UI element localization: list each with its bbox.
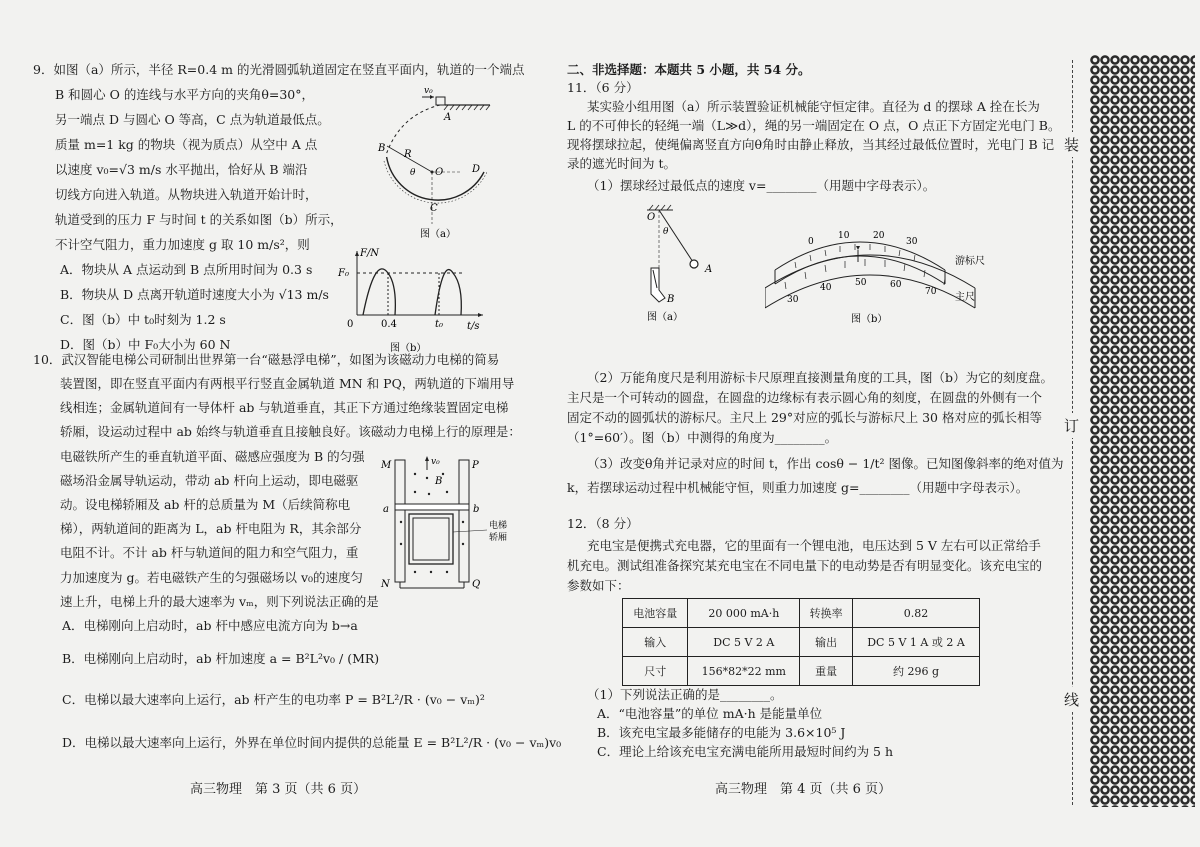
figure-caption: 图（b） — [390, 343, 427, 354]
fig-label: C — [430, 203, 438, 214]
fig-label: 电梯 — [489, 521, 508, 531]
q9-line: 轨道受到的压力 F 与时间 t 的关系如图（b）所示， — [55, 212, 343, 227]
q10-option-a: A．电梯刚向上启动时，ab 杆中感应电流方向为 b→a — [62, 618, 358, 633]
main-label: 主尺 — [955, 292, 975, 303]
main-tick: 40 — [820, 283, 832, 293]
q9-option-a: A．物块从 A 点运动到 B 点所用时间为 0.3 s — [60, 262, 313, 277]
q11-figure-a — [633, 198, 743, 323]
table-cell: 0.82 — [853, 599, 980, 628]
vernier-tick: 20 — [873, 231, 885, 241]
q9-option-c: C．图（b）中 t₀时刻为 1.2 s — [60, 312, 226, 327]
spec-table — [622, 598, 980, 686]
q11-line: 现将摆球拉起，使绳偏离竖直方向θ角时由静止释放，当其经过最低位置时，光电门 B 记 — [567, 137, 1055, 152]
q10-line: 电阻不计。不计 ab 杆与轨道间的阻力和空气阻力，重 — [60, 545, 359, 560]
q10-option-c: C．电梯以最大速率向上运行，ab 杆产生的电功率 P = B²L²/R · (v₀ − vₘ)² — [62, 692, 485, 707]
q9-line: 以速度 v₀=√3 m/s 水平抛出，恰好从 B 端沿 — [55, 162, 308, 177]
main-tick: 60 — [890, 280, 902, 290]
main-tick: 70 — [925, 287, 937, 297]
fig-b-ylabel: F/N — [360, 248, 380, 259]
q10-line: 速上升，电梯上升的最大速率为 vₘ，则下列说法正确的是 — [60, 594, 379, 609]
q12-line: 机充电。测试组准备探究某充电宝在不同电量下的电动势是否有明显变化。该充电宝的 — [567, 558, 1043, 573]
q10-option-b: B．电梯刚向上启动时，ab 杆加速度 a = B²L²v₀ / (MR) — [62, 651, 380, 666]
fig-label: A — [444, 112, 452, 123]
right-page — [565, 0, 1075, 847]
q9-figure-a — [360, 85, 520, 240]
q11-line: L 的不可伸长的轻绳一端（L≫d），绳的另一端固定在 O 点，O 点正下方固定光电门 B。 — [567, 118, 1061, 133]
page-footer-left: 高三物理 第 3 页（共 6 页） — [190, 782, 367, 797]
table-cell: 转换率 — [800, 599, 853, 628]
q10-figure — [377, 452, 527, 592]
fig-label: B — [667, 294, 675, 305]
fig-b-origin: 0 — [347, 319, 354, 330]
q12-option-c: C．理论上给该充电宝充满电能所用最短时间约为 5 h — [597, 744, 894, 759]
table-cell: 输入 — [623, 628, 688, 657]
vernier-label: 游标尺 — [955, 256, 985, 267]
section-title: 二、非选择题：本题共 5 小题，共 54 分。 — [567, 62, 811, 77]
table-cell: DC 5 V 1 A 或 2 A — [853, 628, 980, 657]
fig-label: a — [383, 504, 389, 515]
q12-option-b: B．该充电宝最多能储存的电能为 3.6×10⁵ J — [597, 725, 846, 740]
q9-option-d: D．图（b）中 F₀大小为 60 N — [60, 337, 231, 352]
table-row — [623, 599, 980, 628]
q10-line: 磁场沿金属导轨运动，带动 ab 杆向上运动，即电磁驱 — [60, 473, 359, 488]
fig-label: 轿厢 — [489, 533, 508, 543]
binding-label: 订 — [1064, 413, 1079, 438]
vernier-tick: 0 — [808, 237, 814, 247]
fig-b-xlabel: t/s — [467, 321, 480, 332]
q11-part2: 固定不动的圆弧状的游标尺。主尺上 29°对应的弧长与游标尺上 30 格对应的弧长相等 — [567, 410, 1042, 425]
vernier-tick: 10 — [838, 231, 850, 241]
main-tick: 50 — [855, 278, 867, 288]
q10-line: 装置图，即在竖直平面内有两根平行竖直金属轨道 MN 和 PQ，两轨道的下端用导 — [60, 376, 515, 391]
fig-label: b — [473, 504, 480, 515]
figure-caption: 图（b） — [851, 314, 888, 325]
q11-part2: （2）万能角度尺是利用游标卡尺原理直接测量角度的工具，图（b）为它的刻度盘。 — [587, 370, 1053, 385]
q9-line: 质量 m=1 kg 的物块（视为质点）从空中 A 点 — [55, 137, 318, 152]
fig-label: A — [705, 264, 713, 275]
fig-label: N — [381, 579, 390, 590]
table-row — [623, 657, 980, 686]
q10-line: 力加速度为 g。若电磁铁产生的匀强磁场以 v₀的速度匀 — [60, 570, 364, 585]
q11-part2: 主尺是一个可转动的圆盘，在圆盘的边缘标有表示圆心角的刻度，在圆盘的外侧有一个 — [567, 390, 1043, 405]
q10-line: 10．武汉智能电梯公司研制出世界第一台“磁悬浮电梯”，如图为该磁动力电梯的简易 — [33, 352, 500, 367]
fig-label: v₀ — [431, 457, 440, 467]
q10-line: 动。设电梯轿厢及 ab 杆的总质量为 M（后续简称电 — [60, 497, 351, 512]
fig-label: v₀ — [424, 86, 433, 96]
q11-part3: k，若摆球运动过程中机械能守恒，则重力加速度 g=________（用题中字母表示）。 — [567, 480, 1029, 495]
fig-b-tick: 0.4 — [381, 319, 397, 330]
q9-figure-b — [335, 245, 490, 360]
q9-option-b: B．物块从 D 点离开轨道时速度大小为 √13 m/s — [60, 287, 329, 302]
q9-line: 不计空气阻力，重力加速度 g 取 10 m/s²，则 — [55, 237, 310, 252]
page-footer-right: 高三物理 第 4 页（共 6 页） — [715, 782, 892, 797]
fig-label: Q — [472, 579, 481, 590]
main-tick: 30 — [787, 295, 799, 305]
binding-label: 装 — [1064, 132, 1079, 157]
table-cell: 尺寸 — [623, 657, 688, 686]
table-cell: 输出 — [800, 628, 853, 657]
q11-part2: （1°=60′）。图（b）中测得的角度为________。 — [567, 430, 838, 445]
fig-label: O — [435, 167, 444, 178]
binding-pattern — [1090, 55, 1195, 807]
fig-label: D — [472, 164, 481, 175]
q12-option-a: A．“电池容量”的单位 mA·h 是能量单位 — [597, 706, 823, 721]
q11-part3: （3）改变θ角并记录对应的时间 t，作出 cosθ − 1/t² 图像。已知图像斜率的绝对值为 — [587, 456, 1064, 471]
fig-label: O — [647, 212, 656, 223]
fig-label: R — [404, 149, 412, 160]
q10-option-d: D．电梯以最大速率向上运行，外界在单位时间内提供的总能量 E = B²L²/R · (v₀ − vₘ)v₀ — [62, 735, 562, 750]
fig-b-tick: t₀ — [435, 319, 444, 330]
fig-label: θ — [410, 168, 416, 178]
q12-header: 12．（8 分） — [567, 516, 639, 531]
fig-b-f0: F₀ — [338, 268, 349, 279]
fig-label: M — [381, 460, 392, 471]
q9-line: B 和圆心 O 的连线与水平方向的夹角θ=30°， — [55, 87, 315, 102]
figure-caption: 图（a） — [647, 312, 683, 323]
q11-line: 某实验小组用图（a）所示装置验证机械能守恒定律。直径为 d 的摆球 A 拴在长为 — [587, 99, 1040, 114]
figure-caption: 图（a） — [420, 229, 456, 240]
q11-figure-b — [765, 222, 985, 327]
table-cell: 20 000 mA·h — [688, 599, 800, 628]
q10-line: 电磁铁所产生的垂直轨道平面、磁感应强度为 B 的匀强 — [60, 449, 365, 464]
q9-line: 另一端点 D 与圆心 O 等高，C 点为轨道最低点。 — [55, 112, 330, 127]
table-cell: DC 5 V 2 A — [688, 628, 800, 657]
q11-header: 11．（6 分） — [567, 80, 639, 95]
table-cell: 电池容量 — [623, 599, 688, 628]
fig-label: P — [472, 460, 479, 471]
q9-line: 9．如图（a）所示，半径 R=0.4 m 的光滑圆弧轨道固定在竖直平面内，轨道的一个端点 — [33, 62, 525, 77]
q12-line: 充电宝是便携式充电器，它的里面有一个锂电池，电压达到 5 V 左右可以正常给手 — [587, 538, 1041, 553]
q10-line: 梯），两轨道间的距离为 L，ab 杆电阻为 R，其余部分 — [60, 521, 362, 536]
table-row — [623, 628, 980, 657]
table-cell: 156*82*22 mm — [688, 657, 800, 686]
q12-part1: （1）下列说法正确的是________。 — [587, 687, 783, 702]
q10-line: 线相连；金属轨道间有一导体杆 ab 与轨道垂直，其正下方通过绝缘装置固定电梯 — [60, 400, 509, 415]
vernier-tick: 30 — [906, 237, 918, 247]
fig-label: B — [435, 476, 443, 487]
table-cell: 约 296 g — [853, 657, 980, 686]
q9-line: 切线方向进入轨道。从物块进入轨道开始计时， — [55, 187, 318, 202]
table-cell: 重量 — [800, 657, 853, 686]
fig-label: B — [378, 143, 386, 154]
q11-line: 录的遮光时间为 t。 — [567, 156, 676, 171]
q12-line: 参数如下： — [567, 578, 630, 593]
fig-label: θ — [663, 227, 669, 237]
binding-label: 线 — [1064, 687, 1079, 712]
q10-line: 轿厢，设运动过程中 ab 始终与轨道垂直且接触良好。该磁动力电梯上行的原理是： — [60, 424, 521, 439]
left-page — [0, 0, 565, 847]
q11-part1: （1）摆球经过最低点的速度 v=________（用题中字母表示）。 — [587, 178, 936, 193]
